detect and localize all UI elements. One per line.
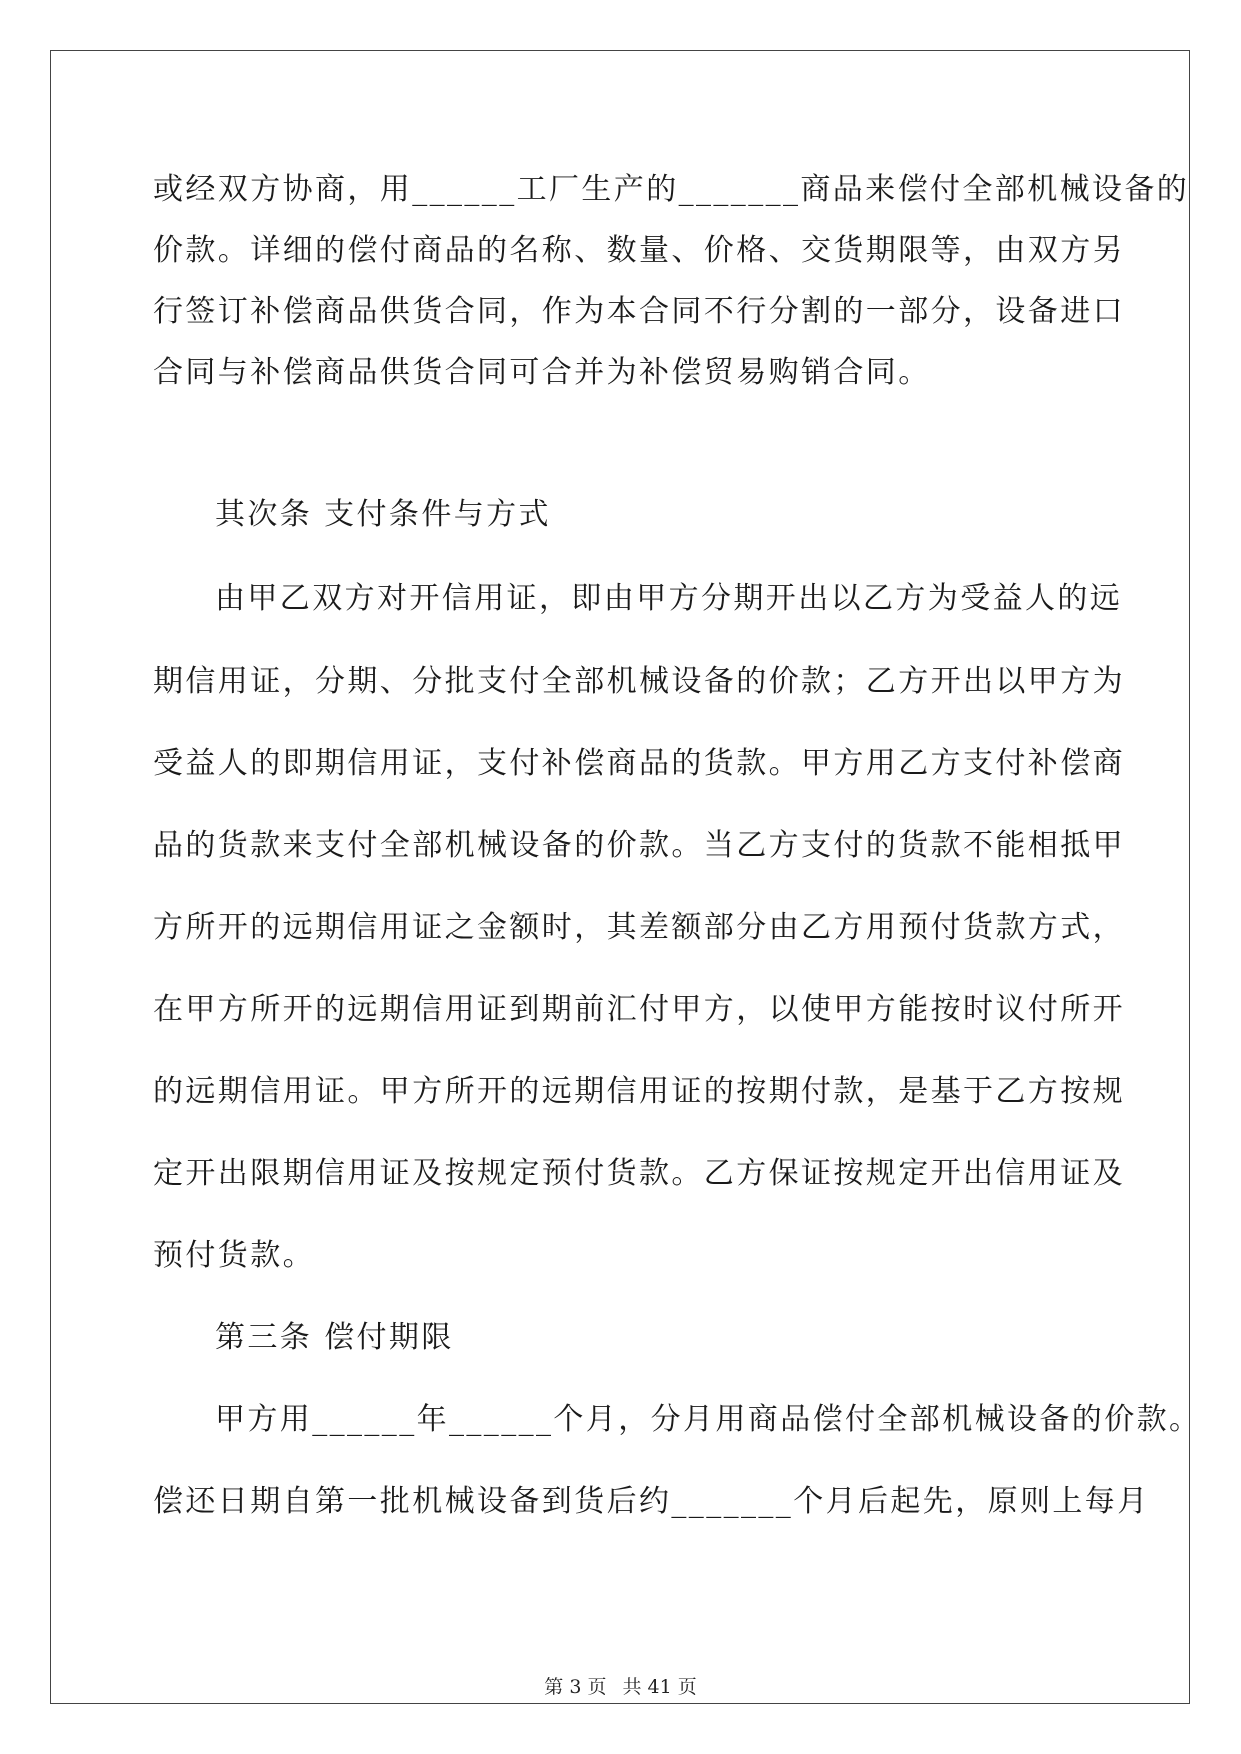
body-line: 品的货款来支付全部机械设备的价款。当乙方支付的货款不能相抵甲 — [153, 828, 1125, 863]
body-line: 价款。详细的偿付商品的名称、数量、价格、交货期限等，由双方另 — [153, 233, 1125, 268]
body-line: 方所开的远期信用证之金额时，其差额部分由乙方用预付货款方式， — [153, 910, 1125, 945]
body-line: 预付货款。 — [153, 1238, 315, 1273]
body-line: 甲方用______年______个月，分月用商品偿付全部机械设备的价款。 — [215, 1402, 1202, 1437]
page-number: 第 3 页 — [544, 1676, 607, 1698]
section-heading: 其次条 支付条件与方式 — [215, 497, 551, 532]
body-line: 的远期信用证。甲方所开的远期信用证的按期付款，是基于乙方按规 — [153, 1074, 1125, 1109]
body-line: 在甲方所开的远期信用证到期前汇付甲方，以使甲方能按时议付所开 — [153, 992, 1125, 1027]
section-heading: 第三条 偿付期限 — [215, 1320, 454, 1355]
body-line: 受益人的即期信用证，支付补偿商品的货款。甲方用乙方支付补偿商 — [153, 746, 1125, 781]
body-line: 定开出限期信用证及按规定预付货款。乙方保证按规定开出信用证及 — [153, 1156, 1125, 1191]
body-line: 或经双方协商，用______工厂生产的_______商品来偿付全部机械设备的 — [153, 172, 1190, 207]
page-footer — [0, 1675, 1241, 1699]
body-line: 由甲乙双方对开信用证，即由甲方分期开出以乙方为受益人的远 — [215, 581, 1123, 616]
body-line: 行签订补偿商品供货合同，作为本合同不行分割的一部分，设备进口 — [153, 294, 1125, 329]
body-line: 偿还日期自第一批机械设备到货后约_______个月后起先，原则上每月 — [153, 1484, 1150, 1519]
page-total: 共 41 页 — [622, 1676, 697, 1698]
body-line: 期信用证，分期、分批支付全部机械设备的价款；乙方开出以甲方为 — [153, 664, 1125, 699]
body-line: 合同与补偿商品供货合同可合并为补偿贸易购销合同。 — [153, 355, 931, 390]
